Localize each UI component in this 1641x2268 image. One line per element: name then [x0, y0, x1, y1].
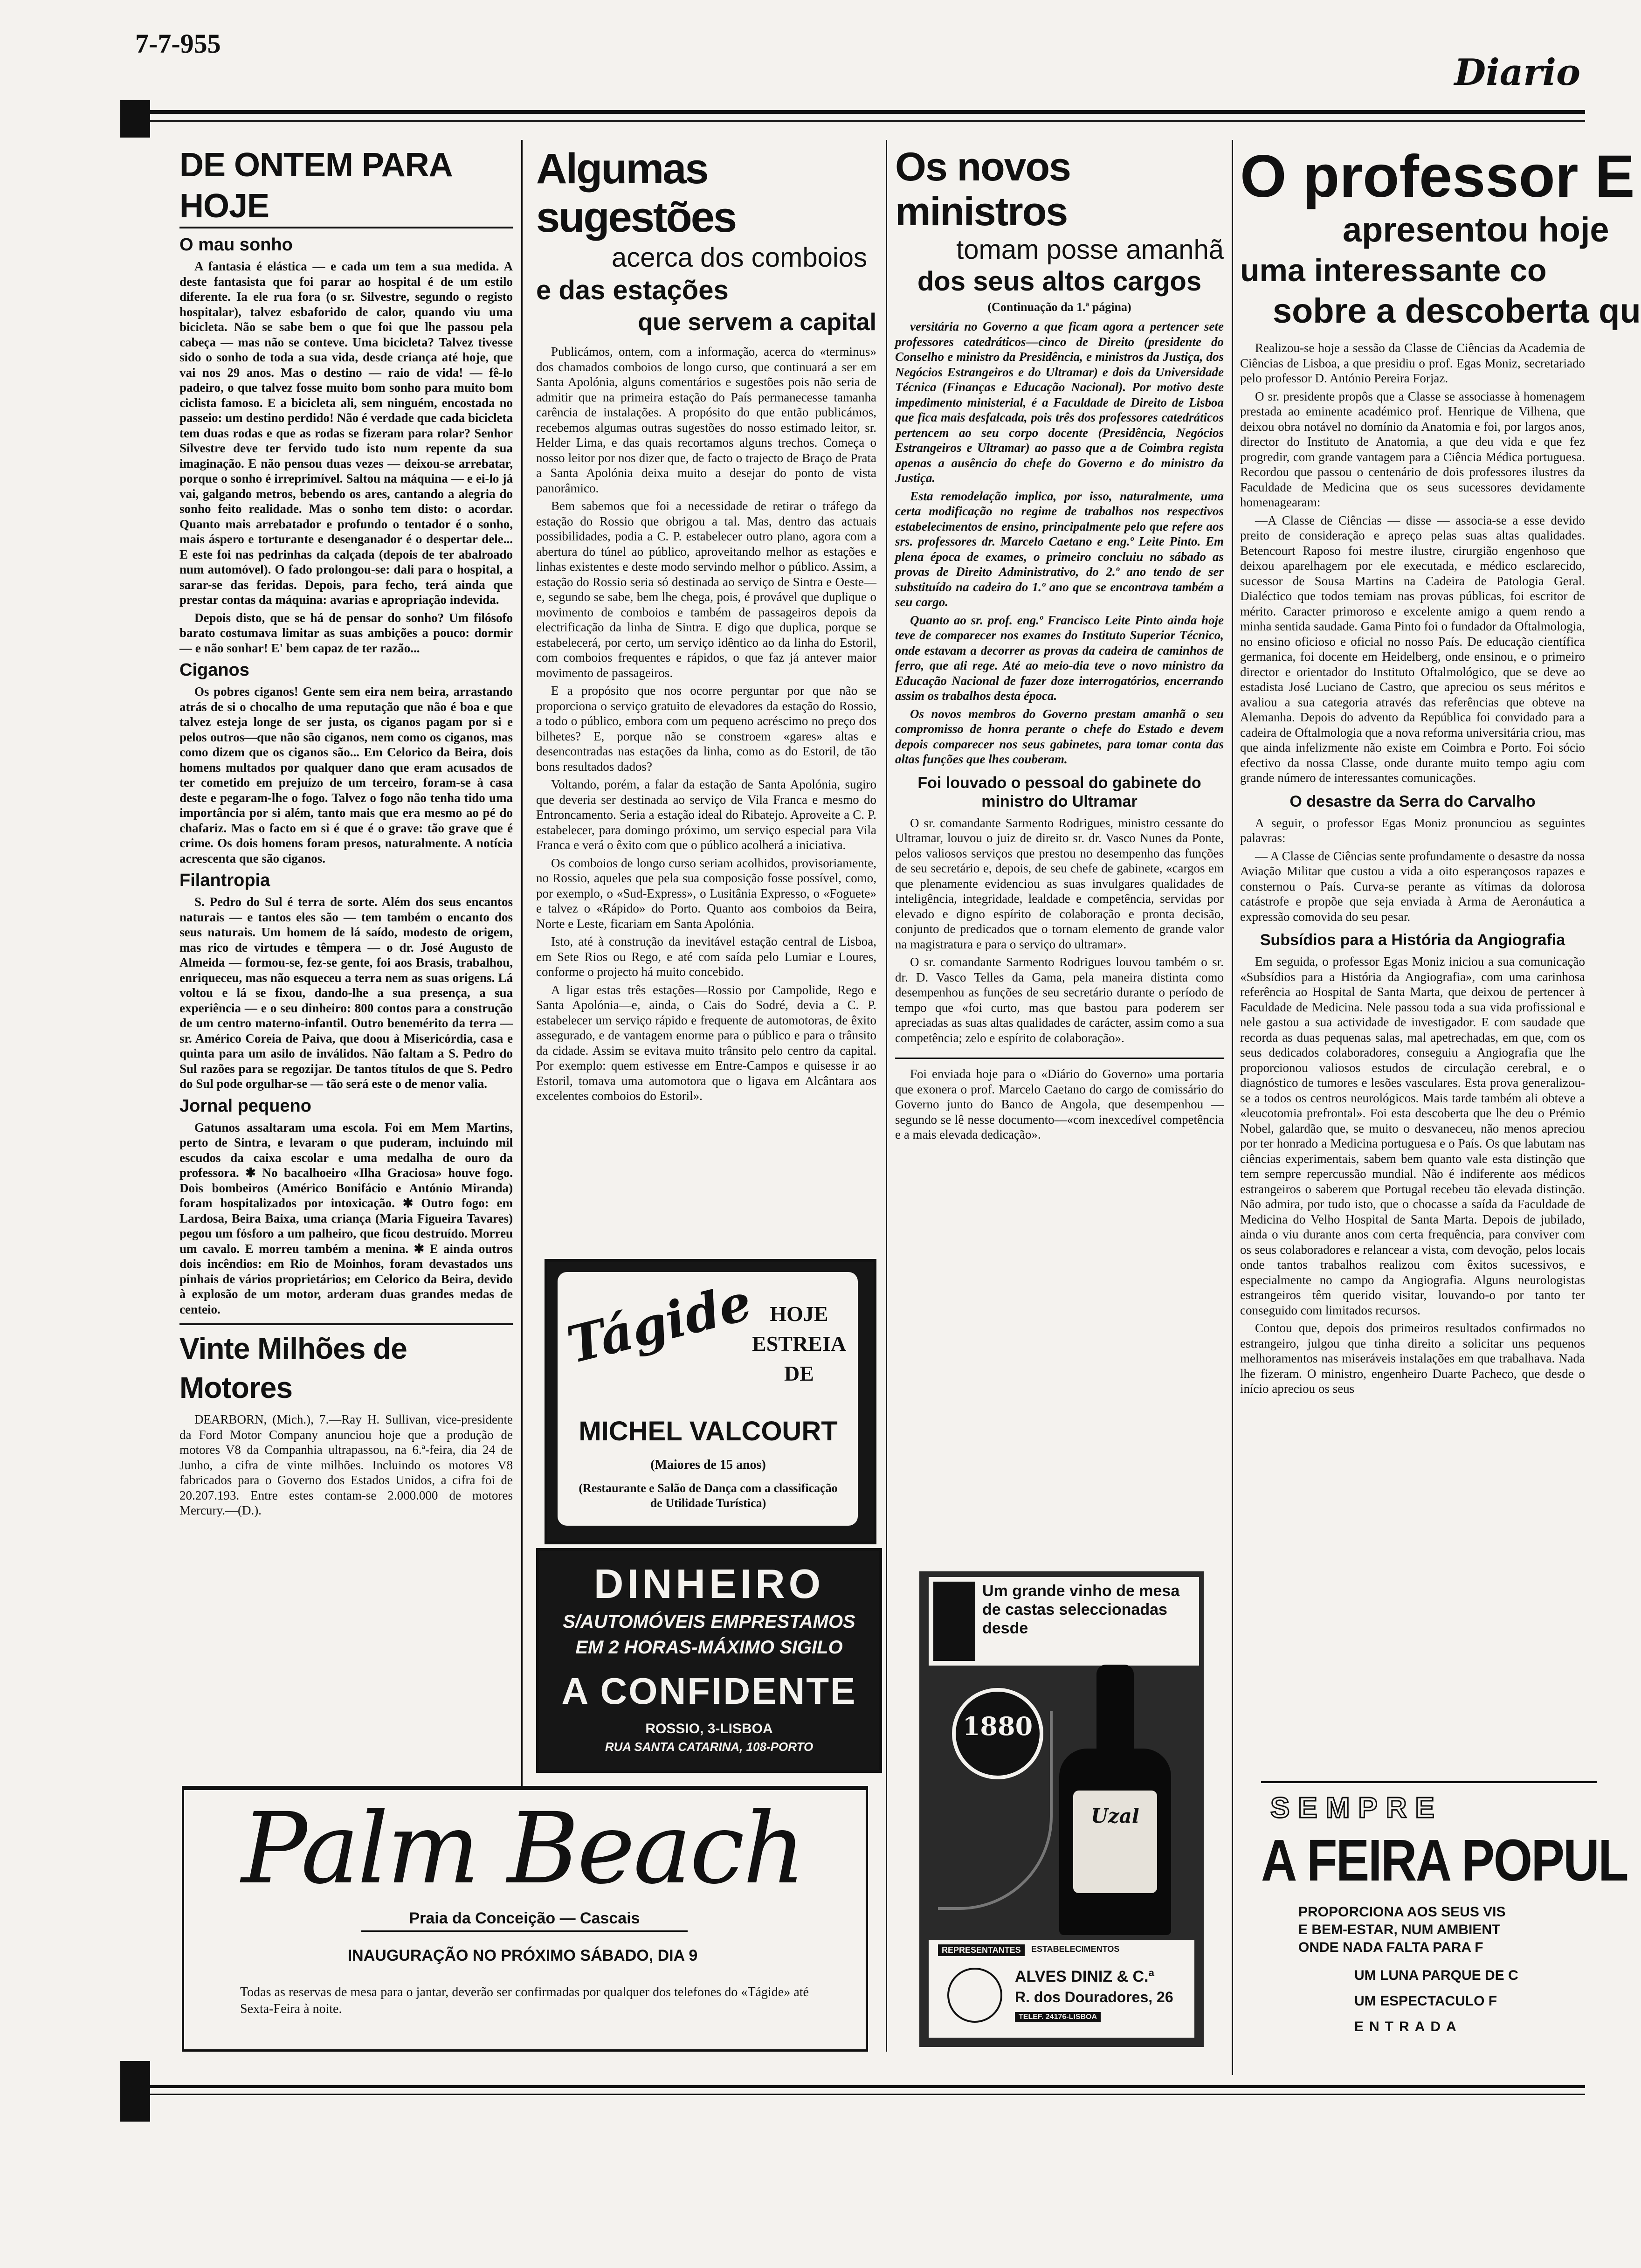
- continuation-note: (Continuação da 1.ª página): [987, 300, 1131, 314]
- col3-note-text: Foi enviada hoje para o «Diário do Governo» uma portaria que exonera o prof. Marcelo Caetano do cargo de comissário do Governo junto do Banco de Angola, que desempenhou —segundo se lê nesse documento—«com inexcedível competência e a mais elevada dedicação».: [895, 1067, 1224, 1141]
- ad-wine-bottle-neck: [1096, 1665, 1134, 1758]
- col3-sub-paragraph: O sr. comandante Sarmento Rodrigues louvou também o sr. dr. D. Vasco Telles da Gama, pela maneira distinta como desempenhou as funções de seu secretário durante o período de tempo que «foi curto, mas que bastou para poderem ser apreciadas as suas altas qualidades de carácter, assim como a sua competência; zelo e espírito de colaboração».: [895, 955, 1224, 1045]
- ad-wine-brand: Uzal: [1091, 1805, 1139, 1827]
- headline-tomam-posse: tomam posse amanhã: [956, 235, 1224, 265]
- col2-body: [536, 344, 876, 1104]
- headline-altos-cargos: dos seus altos cargos: [917, 266, 1202, 297]
- col1-section-title: Jornal pequeno: [179, 1096, 311, 1116]
- col1-section-title: Filantropia: [179, 871, 270, 890]
- col1-section-title: Ciganos: [179, 660, 249, 680]
- headline-das-estacoes: e das estações: [536, 275, 729, 305]
- col1-paragraph: Os pobres ciganos! Gente sem eira nem beira, arrastando atrás de si o chocalho de uma reputação que não é boa e que talvez esteja longe de ser justa, os ciganos pagam por si e pelos outros—que não são ciganos, nem como os ciganos, mas como dizem que os ciganos são... Em Celorico da Beira, dois homens multados por qualquer dano que eram acusados de ter cometido em prejuízo de um terceiro, foram-se à casa deste e pegaram-lhe o fogo. Talvez o fogo não tenha tido uma importância por si além, tanto mais que era mesmo ao pé do chafariz. Mas o facto em si é que é o grave: tão grave que é crime. Os dois homens foram presos, naturalmente. A notícia acrescenta que são ciganos.: [179, 685, 513, 865]
- ad-feira-line4: E BEM-ESTAR, NUM AMBIENT: [1298, 1922, 1501, 1937]
- column-divider-1: [521, 140, 523, 1786]
- headline-de-ontem: DE ONTEM PARA HOJE: [179, 145, 513, 228]
- headline-vinte-milhoes: Vinte Milhões de Motores: [179, 1332, 407, 1404]
- masthead: Diario: [1454, 51, 1580, 94]
- subheadline-louvado: Foi louvado o pessoal do gabinete do ministro do Ultramar: [917, 774, 1201, 810]
- headline-professor: O professor E: [1240, 143, 1635, 210]
- issue-date: 7-7-955: [135, 28, 221, 59]
- ad-wine-tagline: Um grande vinho de mesa de castas seleccionadas desde: [982, 1582, 1180, 1637]
- ad-tagide-desc: (Restaurante e Salão de Dança com a classificação de Utilidade Turística): [579, 1481, 838, 1510]
- ad-palm-place: Praia da Conceição — Cascais: [361, 1909, 688, 1932]
- col3-paragraph: versitária no Governo a que ficam agora a pertencer sete professores catedráticos—cinco de Direito (presidente do Conselho e ministro da Presidência, e ministros da Justiça, dos Negócios Estrangeiros e do Ultramar) e dois da Universidade Técnica (Finanças e Educação Nacional). Por motivo deste impedimento ministerial, é a Faculdade de Direito de Lisboa que fica mais desfalcada, pois três dos professores catedráticos pertencem ao seu corpo docente (Presidência, Negócios Estrangeiros e Ultramar) ao passo que a de Coimbra regista apenas a ausência do chefe do Governo e do ministro da Justiça.: [895, 319, 1224, 485]
- col1-paragraph: A fantasia é elástica — e cada um tem a sua medida. A deste fantasista que foi parar ao hospital é de um estilo diferente. Ia ele rua fora (o sr. Silvestre, segundo o registo hospitalar), talvez esbaforido de calor, quando viu uma bicicleta. Não se sabe bem o que foi que lhe passou pela cabeça — mas não se conteve. Uma bicicleta? Talvez tivesse sido o sonho de toda a sua vida, desde criança até hoje, que vai nos 29 anos. Mas o destino — raio de vida! — fê-lo padeiro, o que talvez fosse muito bom sonho para muito bom ciclista famoso. E a bicicleta ali, sem ninguém, encostada no passeio: um destino perdido! Não é verdade que cada bicicleta tem duas rodas e que as rodas se fizeram para rolar? Senhor Silvestre deve ter fervido tudo isto num repente da sua imaginação. E não pensou duas vezes — deixou-se arrebatar, porque o sonho é irreprimível. Saltou na máquina — e ei-lo já vai, galgando metros, bebendo os ares, cantando a alegria do sonho feito realidade. Mas o sonho tem disto: o acordar. Quanto mais arrebatador e profundo o tentador é o sonho, mais áspero e torturante e desenganador é o despertar dele... E este foi nas pedrinhas da calçada (depois de ter abalroado num automóvel). O fado prolongou-se: dali para o hospital, a sarar-se das feridas. Depois, para fecho, terá ainda que prestar contas da máquina: avarias e apropriação indevida.: [179, 259, 513, 607]
- col4-sub1-paragraph: — A Classe de Ciências sente profundamente o desastre da nossa Aviação Militar que custou a vida a oito esperançosos rapazes e consternou o País. Curva-se perante as vítimas da dolorosa catástrofe e propõe que seja enviada à Arma de Aeronáutica a expressão comovida do seu pesar.: [1240, 849, 1585, 924]
- column-divider-2: [886, 140, 887, 2052]
- ad-feira-line8: ENTRADA: [1354, 2019, 1462, 2034]
- ad-tagide-line3: DE: [784, 1362, 814, 1385]
- col1-section-body: [179, 259, 513, 656]
- col1-section-body: [179, 894, 513, 1092]
- subheadline-serra-carvalho: O desastre da Serra do Carvalho: [1289, 792, 1536, 810]
- ad-wine-estab: ESTABELECIMENTOS: [1031, 1944, 1120, 1954]
- headline-apresentou: apresentou hoje: [1343, 210, 1609, 249]
- col2-paragraph: A ligar estas três estações—Rossio por Campolide, Rego e Santa Apolónia—e, ainda, o Cais do Sodré, devia a C. P. estabelecer um serviço rápido e frequente de automotoras, de êxito assegurado, e de vantagem enorme para o público e para o trânsito da cidade. Assim se evitava muito trânsito pelo centro da capital. Por exemplo: quem estivesse em Entre-Campos e quisesse ir ao Estoril, tomava uma automotora que o ligava em Alcântara aos excelentes comboios do Estoril».: [536, 982, 876, 1103]
- ad-dinheiro-line5: ROSSIO, 3-LISBOA: [645, 1721, 773, 1736]
- col3-body: [895, 319, 1224, 767]
- col2-paragraph: Os comboios de longo curso seriam acolhidos, provisoriamente, no Rossio, aqueles que pela sua composição fosse possível, como, por exemplo, o «Sud-Express», o Lusitânia Expresso, o «Foguete» e talvez o «Rápido» do Porto. Quanto aos comboios da Beira, Norte e Leste, ficariam em Santa Apolónia.: [536, 856, 876, 931]
- corner-block-bottom: [120, 2061, 150, 2122]
- col4-body: [1240, 340, 1585, 786]
- story-vinte-milhoes: [179, 1412, 513, 1518]
- col3-sub-body: [895, 816, 1224, 1046]
- ad-feira-line6: UM LUNA PARQUE DE C: [1354, 1968, 1518, 1983]
- bottom-rule-thin: [126, 2094, 1585, 2095]
- col3-paragraph: Os novos membros do Governo prestam amanhã o seu compromisso de honra perante o chefe do Estado e devem depois comparecer nos seus gabinetes, para tomar conta das altas funções que lhes couberam.: [895, 706, 1224, 766]
- col2-paragraph: Isto, até à construção da inevitável estação central de Lisboa, em Sete Rios ou Rego, e até com saída pelo Lumiar e Loures, conforme o projecto há muito concebido.: [536, 934, 876, 979]
- ad-tagide-line2: ESTREIA: [752, 1332, 846, 1355]
- ad-palm-beach: [182, 1786, 868, 2052]
- col2-paragraph: Bem sabemos que foi a necessidade de retirar o tráfego da estação do Rossio que obrigou a tal. Mas, dentro das actuais possibilidades, podia a C. P. estabelecer outro plano, agora com a abertura do túnel ao público, aproveitando melhor as estações e linhas existentes e deste modo servindo melhor o público. Assim, a estação do Rossio seria só destinada ao serviço de Sintra e Oeste—e, segundo se sabe, bem lhe chega, pois, é provável que duplique o movimento de comboios e também de passageiros depois da electrificação da linha de Sintra. E digo que duplica, porque se estabelecerá, por certo, um serviço idêntico ao da linha do Estoril, com comboios frequentes e rápidos, o que faz já antever maior movimento de passageiros.: [536, 499, 876, 680]
- col4-paragraph: O sr. presidente propôs que a Classe se associasse à homenagem prestada ao eminente académico prof. Henrique de Vilhena, que deixou obra notável no domínio da Anatomia e foi, por largos anos, director do Instituto de Anatomia, a que deu vida e que fez progredir, com grande vantagem para a Ciência Médica portuguesa. Recordou que passou o centenário de dois professores ilustres da Faculdade de Medicina que os seus sucessores devidamente homenagearam:: [1240, 389, 1585, 509]
- col1-section-body: [179, 1120, 513, 1317]
- story-vinte-milhoes-text: DEARBORN, (Mich.), 7.—Ray H. Sullivan, vice-presidente da Ford Motor Company anunciou hoje que a produção de motores V8 da Companhia ultrapassou, na 6.ª-feira, dia 24 de Junho, a cifra de vinte milhões. Incluindo os motores V8 fabricados para o Governo dos Estados Unidos, a cifra foi de 20.207.193. Entre estes contam-se 2.000.000 de motores Mercury.—(D.).: [179, 1412, 513, 1517]
- ad-dinheiro-line3: EM 2 HORAS-MÁXIMO SIGILO: [575, 1637, 843, 1658]
- headline-novos-ministros: Os novos ministros: [895, 145, 1070, 234]
- col2-paragraph: Publicámos, ontem, com a informação, acerca do «terminus» dos chamados comboios de longo curso, que continuará a ser em Santa Apolónia, alguns comentários e sugestões pois não seria de admitir que na primeira estação do País permanecesse tamanha carência de instalações. A propósito do que então publicámos, recebemos algumas outras sugestões do nosso estimado leitor, sr. Helder Lima, e das quais recortamos alguns trechos. Começa o nosso leitor por nos dizer que, de facto o trajecto de Braço de Prata a Santa Apolónia deixa muito a desejar do ponto de vista panorâmico.: [536, 345, 876, 495]
- ad-dinheiro-line1: DINHEIRO: [593, 1561, 825, 1607]
- top-rule-thick: [126, 110, 1585, 114]
- ad-feira-line2: A FEIRA POPUL: [1261, 1827, 1627, 1893]
- headline-servem-capital: que servem a capital: [638, 309, 876, 336]
- ad-wine-year: 1880: [962, 1711, 1033, 1741]
- column-professor-egas: [1240, 143, 1641, 1777]
- ad-wine-company: ALVES DINIZ & C.ª: [1015, 1968, 1155, 1985]
- column-algumas-sugestoes: [536, 145, 876, 1254]
- ad-tagide-name: MICHEL VALCOURT: [579, 1416, 838, 1446]
- ad-feira-line7: UM ESPECTACULO F: [1354, 1993, 1497, 2009]
- col4-sub2-paragraph: Contou que, depois dos primeiros resultados confirmados no estrangeiro, julgou que tinha direito a solicitar uns pequenos melhoramentos nas miseráveis instalações em que trabalhava. Nada lhe fizeram. O ministro, engenheiro Duarte Pacheco, que desde o início apreciou os seus: [1240, 1321, 1585, 1396]
- ad-palm-brand: Palm Beach: [241, 1791, 804, 1906]
- col4-sub2-paragraph: Em seguida, o professor Egas Moniz iniciou a sua comunicação «Subsídios para a História da Angiografia», com uma carinhosa referência ao Hospital de Santa Marta, que deixou de pertencer à Faculdade de Medicina. Nele passou toda a sua vida profissional e nele gastou a sua actividade de investigador. E com saudade que recorda as duas pequenas salas, mal apetrechadas, em que, com os seus dedicados colaboradores, conseguiu a Angiografia que lhe proporcionou valiosos estudos de circulação cerebral, e o diagnóstico de tumores e lesões vasculares. Esta prova generalizou-se a todos os centros neurológicos. Mais tarde também ali obteve a «leucotomia prefrontal». Foi esta descoberta que lhe deu o Prémio Nobel, galardão que, se muito o desvaneceu, não menos apreciou por ter honrado a Medicina portuguesa e o País. Os que labutam nas ciências experimentais, sabem bem quanto vale esta distinção que tem sempre repercussão mundial. Não é indiferente aos médicos estrangeiros o saberem que Portugal recebeu tão elevada distinção. Não admira, por tudo isto, que o chocasse a saída da Faculdade de Medicina do Velho Hospital de Santa Marta. Depois de jubilado, ainda o viu durante anos com certa frequência, para conviver com os seus colaboradores e relancear a vista, com devoção, pelos locais onde tantos trabalhos realizou com êxitos sucessivos, e especialmente no campo da Angiografia. Alguns neurologistas estrangeiros têm querido visitar, louvando-o por tanto ter conseguido com limitados recursos.: [1240, 954, 1585, 1317]
- ad-wine-rep: REPRESENTANTES: [938, 1944, 1025, 1956]
- headline-algumas-sugestoes: Algumas sugestões: [536, 145, 736, 241]
- column-de-ontem-para-hoje: [179, 145, 513, 1781]
- column-divider-3: [1232, 140, 1233, 2075]
- ad-wine-seal: [947, 1968, 1002, 2023]
- col4-sub2-body: [1240, 954, 1585, 1397]
- corner-block-top: [120, 100, 150, 138]
- bottom-rule-thick: [126, 2085, 1585, 2088]
- headline-interessante: uma interessante co: [1240, 253, 1547, 288]
- col4-sub1-paragraph: A seguir, o professor Egas Moniz pronunciou as seguintes palavras:: [1240, 816, 1585, 845]
- ad-tagide-brand: Tágide: [561, 1272, 758, 1375]
- ad-wine-initial-block: [933, 1582, 975, 1661]
- col2-paragraph: Voltando, porém, a falar da estação de Santa Apolónia, sugiro que deveria ser destinada ao serviço de Vila Franca e mesmo do Entroncamento. Seria a estação ideal do Ribatejo. Aproveite a C. P. estabelecer, para domingo próximo, um serviço especial para Vila Franca e verá o êxito com que o público acolherá a iniciativa.: [536, 777, 876, 852]
- ad-tagide-hoje: [748, 1299, 850, 1389]
- top-rule-thin: [126, 120, 1585, 122]
- ad-dinheiro-line4: A CONFIDENTE: [561, 1670, 857, 1712]
- col1-sections: [179, 235, 513, 1317]
- col1-section-title: O mau sonho: [179, 235, 293, 255]
- col2-paragraph: E a propósito que nos ocorre perguntar por que não se proporciona o serviço gratuito de elevadores da estação do Rossio, a todo o público, embora com um pequeno acréscimo no preço dos bilhetes? E, porque não se constroem «gares» altas e desencontradas nas estações da linha, como as do Estoril, de tão bons resultados dados?: [536, 684, 876, 774]
- col1-paragraph: S. Pedro do Sul é terra de sorte. Além dos seus encantos naturais — e tantos eles são — tem também o encanto dos seus naturais. Um homem de lá saído, modesto de origem, mas rico de virtudes e têmpera — o dr. José Augusto de Almeida — formou-se, fez-se gente, foi aos Brasis, trabalhou, enriqueceu, mas não esqueceu a terra nem as suas origens. Lá voltou e lá se fixou, dando-lhe a sua presença, a sua experiência — e o seu dinheiro: 800 contos para a construção de um centro materno-infantil. Outro benemérito da terra — sr. Américo Coreia de Paiva, que doou à Misericórdia, casa e quinta para um asilo de inválidos. Não faltam a S. Pedro do Sul razões para se regozijar. De tantos títulos de que S. Pedro do Sul pode orgulhar-se — tão será este o de menor valia.: [179, 895, 513, 1091]
- col4-paragraph: —A Classe de Ciências — disse — associa-se a esse devido preito de consideração e apreço pelas suas altas qualidades. Betencourt Raposo foi mestre ilustre, cirurgião engenhoso que deixou aparelhagem por ele executada, e médico esclarecido, sucessor de Sousa Martins na Cadeira de Patologia Geral. Dialéctico que todos temiam nas provas públicas, foi escritor de mérito. Caracter primoroso e excelente amigo a quem rendo a minha sentida saudade. Gama Pinto foi o fundador da Oftalmologia, no ensino oficioso e oficial no nosso País. De educação científica germanica, foi docente em Heidelberg, onde ensinou, e o primeiro director e orientador do Instituto Oftalmológico, que se deve ao estadista José Luciano de Castro, que apreciou os seus méritos e avaliou a sua categoria através das referências que obteve na Alemanha. Depois do advento da República foi convidado para a cadeira de Oftalmologia que a nova reforma universitária criou, mas que ainda infelizmente não existe em Coimbra e Porto. Foi sócio efectivo da nossa Classe, onde durante muito tempo agiu com grande número de interessantes comunicações.: [1240, 513, 1585, 785]
- headline-descoberta: sobre a descoberta qu: [1273, 291, 1641, 330]
- ad-wine-address: R. dos Douradores, 26: [1015, 1989, 1173, 2005]
- ad-dinheiro: [536, 1548, 882, 1773]
- col4-sub1-body: [1240, 816, 1585, 925]
- ad-dinheiro-line2: S/AUTOMÓVEIS EMPRESTAMOS: [563, 1611, 855, 1632]
- col3-paragraph: Esta remodelação implica, por isso, naturalmente, uma certa modificação no regime de trabalhos nos respectivos estabelecimentos de ensino, principalmente pelo que refere aos srs. professores dr. Marcelo Caetano e eng.º Leite Pinto. Em plena época de exames, o primeiro concluiu no sábado as provas de Direito Administrativo, do 2.º ano tendo de ser substituído na cadeira do 1.º ano que se encontrava também a seu cargo.: [895, 489, 1224, 609]
- ad-wine-uzal: [919, 1571, 1204, 2047]
- col1-section-body: [179, 684, 513, 866]
- ad-feira-line5: ONDE NADA FALTA PARA F: [1298, 1940, 1483, 1955]
- col1-paragraph: Depois disto, que se há de pensar do sonho? Um filósofo barato costumava limitar as suas ambições a pouco: dormir — e não sonhar! E' bem capaz de ter razão...: [179, 610, 513, 655]
- ad-palm-inaug: INAUGURAÇÃO NO PRÓXIMO SÁBADO, DIA 9: [347, 1947, 698, 1964]
- col3-sub-paragraph: O sr. comandante Sarmento Rodrigues, ministro cessante do Ultramar, louvou o juiz de direito sr. dr. Vasco Nunes da Ponte, pelos valiosos serviços que prestou no desempenho das funções de seu secretário e, depois, de seu chefe de gabinete, «cargos em que plenamente evidenciou as suas invulgares qualidades de inteligência, integridade, lealdade e competência, servidas por elevado e digno espírito de colaboração e pronta decisão, conjunto de predicados que o tornam elemento de grande valor na magistratura e para o serviço do ultramar».: [895, 816, 1224, 951]
- ad-dinheiro-line6: RUA SANTA CATARINA, 108-PORTO: [605, 1740, 814, 1754]
- ad-tagide-line1: HOJE: [770, 1302, 828, 1326]
- ad-feira-line1: SEMPRE: [1270, 1792, 1443, 1824]
- col1-paragraph: Gatunos assaltaram uma escola. Foi em Mem Martins, perto de Sintra, e levaram o que puderam, incluindo mil escudos da caixa escolar e uma medalha de ouro da professora. ✱ No bacalhoeiro «Ilha Graciosa» houve fogo. Dois bombeiros (Américo Bonifácio e António Miranda) foram hospitalizados por intoxicação. ✱ Outro fogo: em Lardosa, Beira Baixa, uma criança (Maria Figueira Tavares) pegou um fósforo a um palheiro, que ficou destruído. Morreu um cavalo. E morreu também a menina. ✱ E ainda outros dois incêndios: em Rio de Moinhos, foram devastados uns pinhais de vários proprietários; em Celorico da Beira, devido à explosão de um motor, arderam duas grandes medas de centeio.: [179, 1120, 513, 1316]
- ad-palm-note: Todas as reservas de mesa para o jantar, deverão ser confirmadas por qualquer dos telefones do «Tágide» até Sexta-Feira à noite.: [240, 1985, 809, 2016]
- col4-paragraph: Realizou-se hoje a sessão da Classe de Ciências da Academia de Ciências de Lisboa, a que presidiu o prof. Egas Moniz, secretariado pelo professor D. António Pereira Forjaz.: [1240, 341, 1585, 385]
- ad-wine-phone: TELEF. 24176-LISBOA: [1015, 2012, 1101, 2022]
- ad-feira-line3: PROPORCIONA AOS SEUS VIS: [1298, 1904, 1506, 1920]
- col3-note: [895, 1066, 1224, 1142]
- ad-feira-popular: [1261, 1781, 1627, 2056]
- ad-tagide: [545, 1259, 876, 1544]
- headline-acerca-comboios: acerca dos comboios: [611, 242, 867, 273]
- subheadline-angiografia: Subsídios para a História da Angiografia: [1260, 931, 1565, 949]
- column-novos-ministros: [895, 145, 1224, 1553]
- ad-tagide-age: (Maiores de 15 anos): [650, 1458, 766, 1472]
- col3-paragraph: Quanto ao sr. prof. eng.º Francisco Leite Pinto ainda hoje teve de comparecer nos exames do Instituto Superior Técnico, onde estavam a decorrer as provas da cadeira de caminhos de ferro, que ali rege. Até ao meio-dia teve o novo ministro da Educação Nacional de fazer doze interrogatórios, encerrando assim os trabalhos desta época.: [895, 613, 1224, 703]
